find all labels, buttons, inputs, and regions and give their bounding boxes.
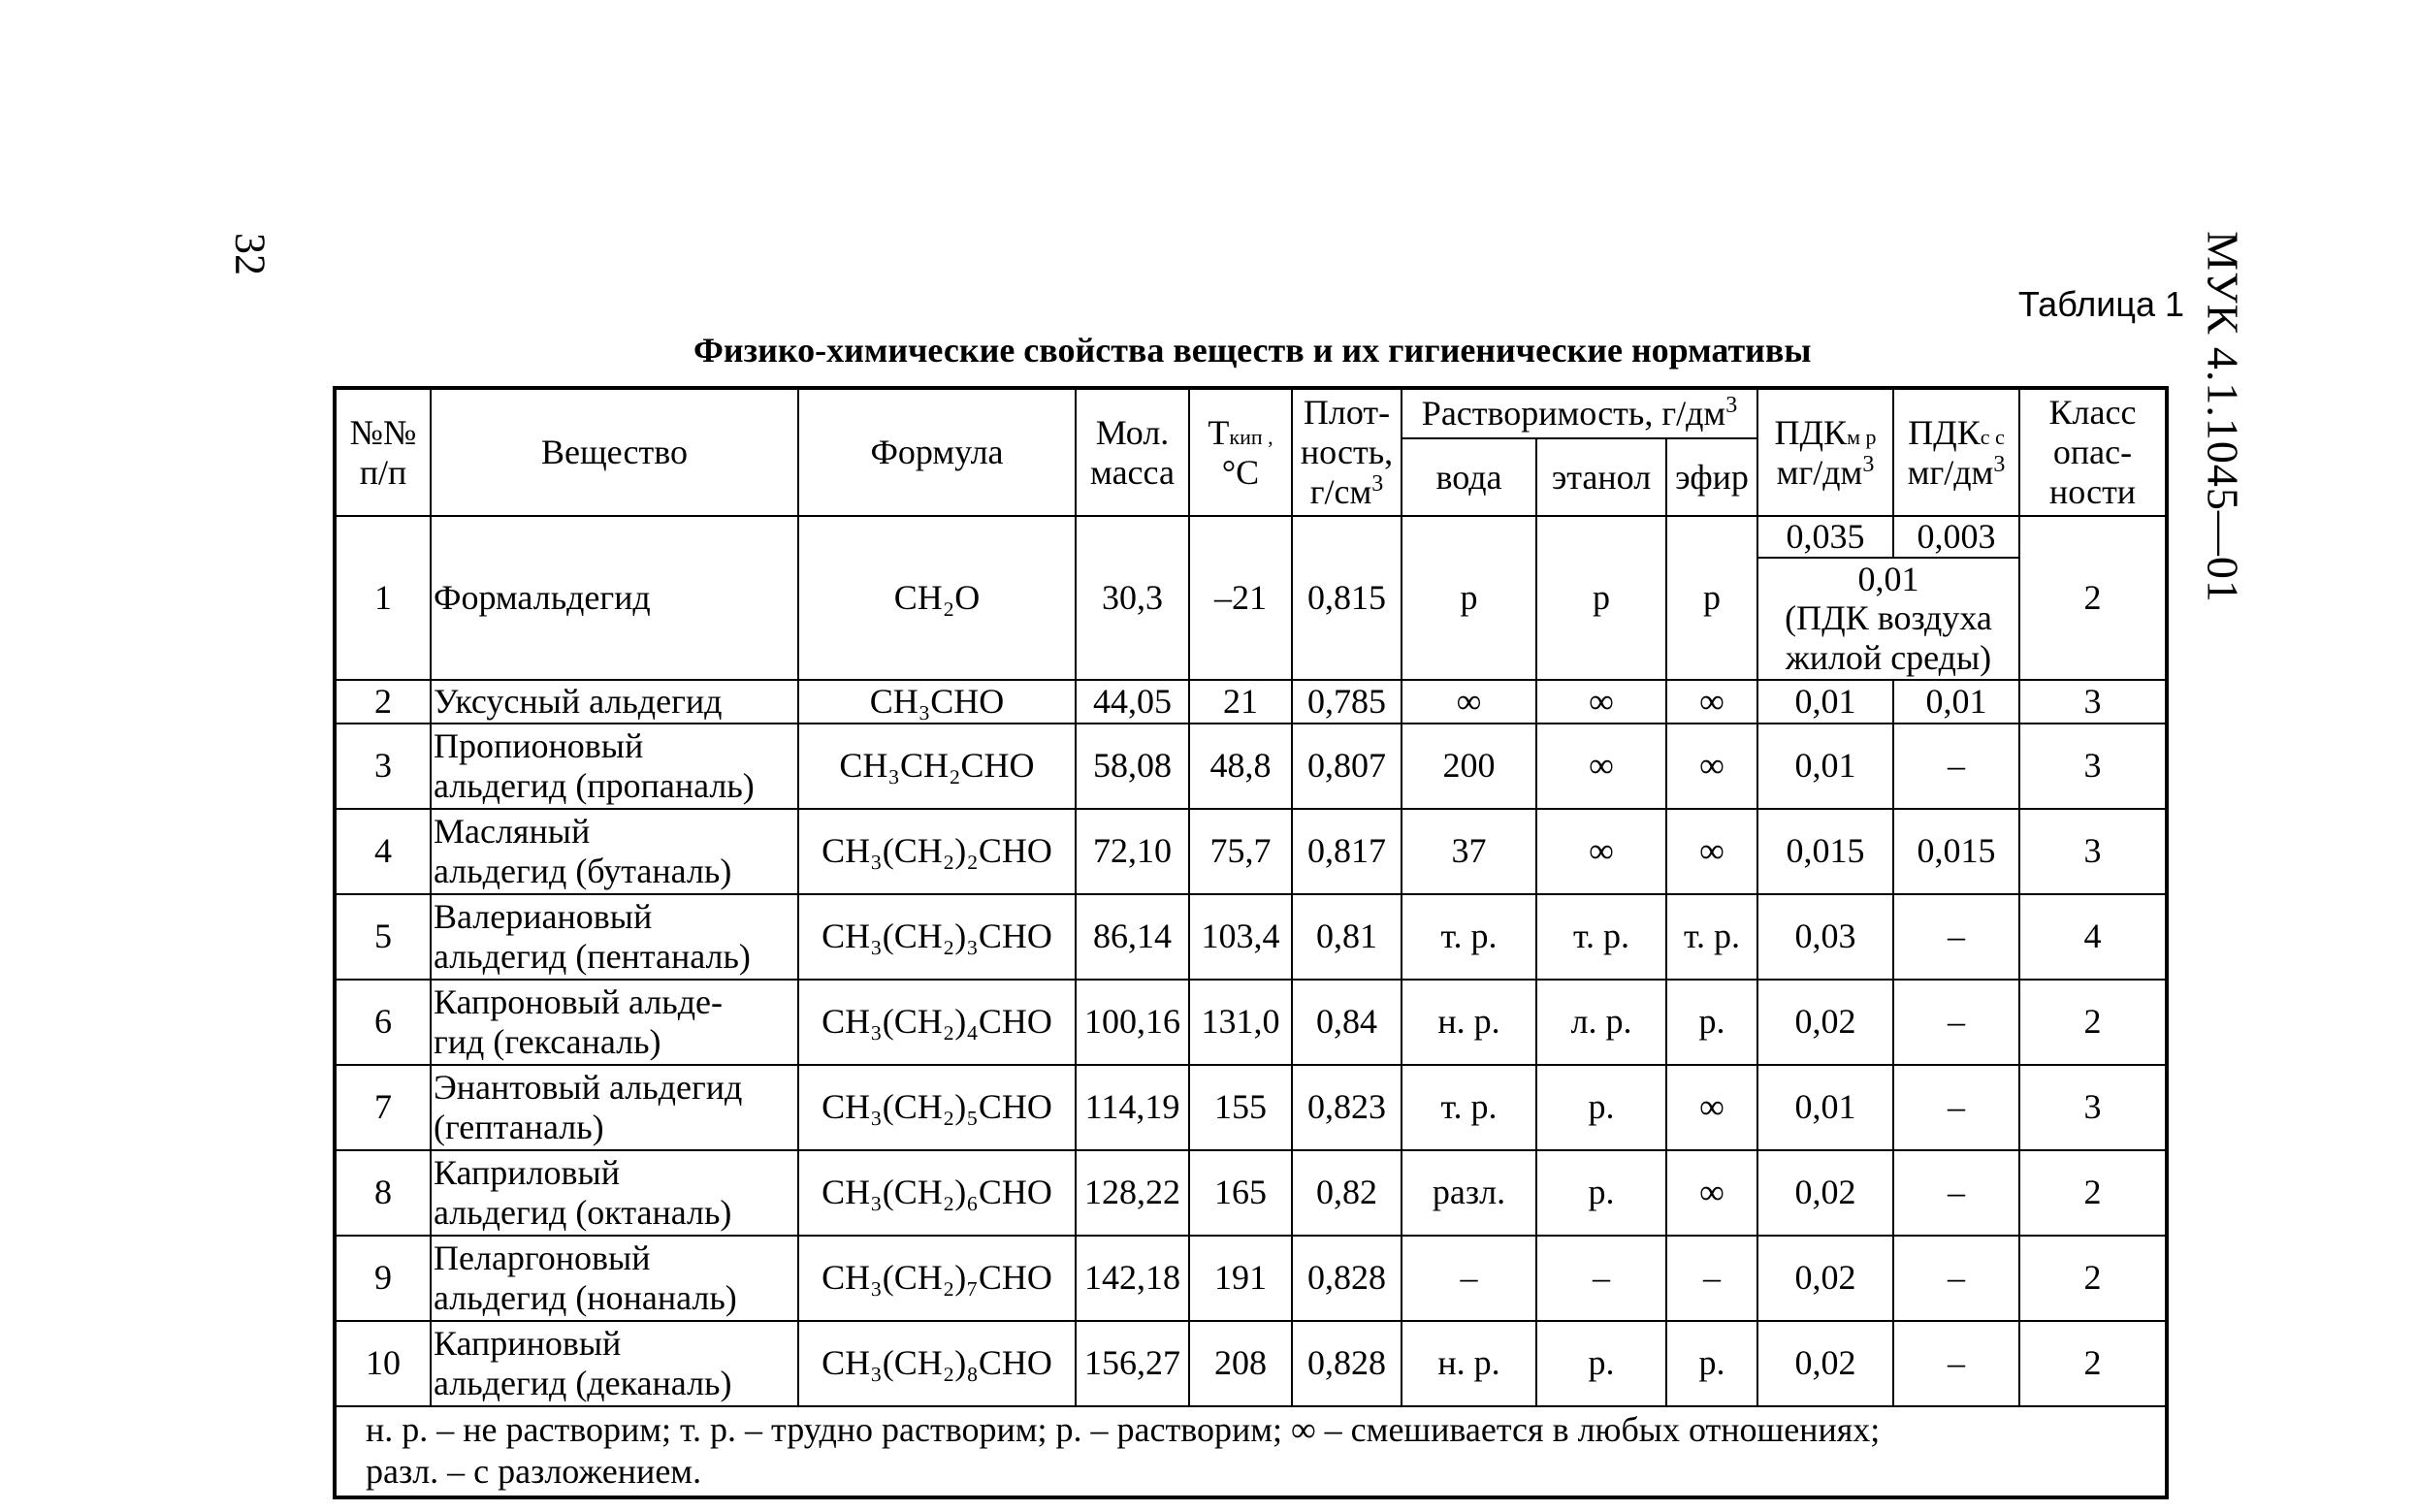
cell-ether: р.	[1666, 1321, 1757, 1406]
cell-ethanol: ∞	[1536, 809, 1666, 894]
cell-num: 7	[335, 1065, 431, 1150]
cell-pdk-mr: 0,01	[1757, 680, 1893, 724]
substance-name: Энантовый альдегид (гептаналь)	[431, 1065, 798, 1150]
substance-name: Каприловый альдегид (октаналь)	[431, 1150, 798, 1236]
cell-pdk-mr: 0,01	[1757, 724, 1893, 809]
cell-pdk-ss: –	[1893, 980, 2019, 1065]
cell-molmass: 86,14	[1076, 894, 1189, 980]
cell-pdk-ss: –	[1893, 724, 2019, 809]
cell-molmass: 114,19	[1076, 1065, 1189, 1150]
footnote: н. р. – не растворим; т. р. – трудно растворим; р. – растворим; ∞ – смешивается в любых отношениях; разл. – с разложением.	[335, 1406, 2167, 1497]
cell-density: 0,785	[1292, 680, 1402, 724]
cell-pdk-mr: 0,02	[1757, 1236, 1893, 1321]
cell-density: 0,828	[1292, 1321, 1402, 1406]
cell-molmass: 156,27	[1076, 1321, 1189, 1406]
cell-density: 0,82	[1292, 1150, 1402, 1236]
cell-ethanol: ∞	[1536, 724, 1666, 809]
cell-formula: CH₃(CH₂)₄CHO	[798, 980, 1076, 1065]
cell-formula: CH₃(CH₂)₅CHO	[798, 1065, 1076, 1150]
cell-ethanol: л. р.	[1536, 980, 1666, 1065]
table-row	[335, 1150, 2167, 1236]
header-class: Класс опас- ности	[2019, 388, 2167, 516]
table-row	[335, 809, 2167, 894]
page-number: 32	[226, 233, 274, 275]
cell-pdk-ss: –	[1893, 1236, 2019, 1321]
cell-density: 0,84	[1292, 980, 1402, 1065]
cell-tboil: 155	[1189, 1065, 1292, 1150]
cell-pdk-ss: –	[1893, 1150, 2019, 1236]
header-density: Плот- ность, $г/см^3$	[1292, 388, 1402, 516]
cell-molmass: 142,18	[1076, 1236, 1189, 1321]
cell-class: 2	[2019, 1150, 2167, 1236]
cell-tboil: 75,7	[1189, 809, 1292, 894]
cell-formula: CH₃(CH₂)₃CHO	[798, 894, 1076, 980]
header-substance: Вещество	[431, 388, 798, 516]
cell-pdk-ss: –	[1893, 894, 2019, 980]
cell-molmass: 72,10	[1076, 809, 1189, 894]
header-water: вода	[1402, 438, 1536, 516]
substance-name: Уксусный альдегид	[431, 680, 798, 724]
cell-tboil: 191	[1189, 1236, 1292, 1321]
cell-class: 2	[2019, 980, 2167, 1065]
cell-tboil: 103,4	[1189, 894, 1292, 980]
cell-formula: CH₃(CH₂)₈CHO	[798, 1321, 1076, 1406]
cell-pdk-ss: 0,015	[1893, 809, 2019, 894]
table-row	[335, 1321, 2167, 1406]
cell-ethanol: р.	[1536, 1150, 1666, 1236]
table-row	[335, 980, 2167, 1065]
cell-class: 3	[2019, 680, 2167, 724]
cell-num: 9	[335, 1236, 431, 1321]
cell-pdk-ss: –	[1893, 1065, 2019, 1150]
cell-class: 3	[2019, 724, 2167, 809]
cell-density: 0,817	[1292, 809, 1402, 894]
cell-water: –	[1402, 1236, 1536, 1321]
cell-density: 0,81	[1292, 894, 1402, 980]
cell-ethanol: р.	[1536, 1321, 1666, 1406]
header-num: №№ п/п	[335, 388, 431, 516]
header-ether: эфир	[1666, 438, 1757, 516]
cell-ether: ∞	[1666, 680, 1757, 724]
cell-num: 10	[335, 1321, 431, 1406]
cell-ether: ∞	[1666, 1065, 1757, 1150]
cell-ether: ∞	[1666, 809, 1757, 894]
header-tboil: Tкип , °С	[1189, 388, 1292, 516]
cell-ether: ∞	[1666, 1150, 1757, 1236]
cell-density: 0,823	[1292, 1065, 1402, 1150]
header-formula: Формула	[798, 388, 1076, 516]
cell-molmass: 58,08	[1076, 724, 1189, 809]
cell-molmass: 128,22	[1076, 1150, 1189, 1236]
cell-pdk-mr: 0,01	[1757, 1065, 1893, 1150]
substance-name: Валериановый альдегид (пентаналь)	[431, 894, 798, 980]
table-row	[335, 1065, 2167, 1150]
cell-ether: –	[1666, 1236, 1757, 1321]
cell-water: ∞	[1402, 680, 1536, 724]
cell-num: 8	[335, 1150, 431, 1236]
substance-name: Каприновый альдегид (деканаль)	[431, 1321, 798, 1406]
cell-class: 4	[2019, 894, 2167, 980]
header-molmass: Мол. масса	[1076, 388, 1189, 516]
cell-water: т. р.	[1402, 1065, 1536, 1150]
document-code: МУК 4.1.1045—01	[2198, 231, 2248, 603]
cell-pdk-mr: 0,02	[1757, 1150, 1893, 1236]
header-pdk-ss: ПДКс с $мг/дм^3$	[1893, 388, 2019, 516]
table-row: 1 Формальдегид CH₂O 30,3 –21 0,815 р р р 0,035 0,003 2	[335, 516, 2167, 558]
cell-tboil: 21	[1189, 680, 1292, 724]
cell-formula: CH₃CH₂CHO	[798, 724, 1076, 809]
cell-ethanol: т. р.	[1536, 894, 1666, 980]
cell-ethanol: –	[1536, 1236, 1666, 1321]
cell-density: 0,807	[1292, 724, 1402, 809]
cell-pdk-mr: 0,02	[1757, 1321, 1893, 1406]
cell-ether: т. р.	[1666, 894, 1757, 980]
cell-pdk-mr: 0,02	[1757, 980, 1893, 1065]
cell-molmass: 44,05	[1076, 680, 1189, 724]
cell-water: н. р.	[1402, 980, 1536, 1065]
header-row	[335, 388, 2167, 438]
cell-molmass: 100,16	[1076, 980, 1189, 1065]
substance-name: Пропионовый альдегид (пропаналь)	[431, 724, 798, 809]
cell-ethanol: р.	[1536, 1065, 1666, 1150]
header-pdk-mr: ПДКм р $мг/дм^3$	[1757, 388, 1893, 516]
cell-formula: CH₃CHO	[798, 680, 1076, 724]
pdk-air-note: 0,01 (ПДК воздуха жилой среды)	[1757, 558, 2019, 680]
table-caption: Физико-химические свойства веществ и их гигиенические нормативы	[693, 331, 1812, 370]
cell-num: 2	[335, 680, 431, 724]
rows-body	[335, 680, 2167, 1406]
table-row	[335, 724, 2167, 809]
substance-name: Пеларгоновый альдегид (нонаналь)	[431, 1236, 798, 1321]
cell-water: 37	[1402, 809, 1536, 894]
cell-water: т. р.	[1402, 894, 1536, 980]
properties-table	[333, 386, 2169, 1499]
cell-pdk-ss: –	[1893, 1321, 2019, 1406]
cell-num: 5	[335, 894, 431, 980]
footnote-row	[335, 1406, 2167, 1497]
cell-class: 2	[2019, 1321, 2167, 1406]
cell-ether: р.	[1666, 980, 1757, 1065]
header-ethanol: этанол	[1536, 438, 1666, 516]
cell-formula: CH₃(CH₂)₆CHO	[798, 1150, 1076, 1236]
cell-ethanol: ∞	[1536, 680, 1666, 724]
cell-pdk-mr: 0,03	[1757, 894, 1893, 980]
cell-class: 3	[2019, 809, 2167, 894]
table-row	[335, 680, 2167, 724]
cell-tboil: 165	[1189, 1150, 1292, 1236]
cell-num: 4	[335, 809, 431, 894]
cell-num: 6	[335, 980, 431, 1065]
cell-density: 0,828	[1292, 1236, 1402, 1321]
cell-num: 3	[335, 724, 431, 809]
cell-pdk-ss: 0,01	[1893, 680, 2019, 724]
cell-water: 200	[1402, 724, 1536, 809]
cell-pdk-mr: 0,015	[1757, 809, 1893, 894]
cell-class: 2	[2019, 1236, 2167, 1321]
cell-water: н. р.	[1402, 1321, 1536, 1406]
cell-formula: CH₃(CH₂)₂CHO	[798, 809, 1076, 894]
cell-tboil: 131,0	[1189, 980, 1292, 1065]
substance-name: Капроновый альде- гид (гексаналь)	[431, 980, 798, 1065]
cell-ether: ∞	[1666, 724, 1757, 809]
table-number: Таблица 1	[2017, 284, 2184, 324]
cell-formula: CH₃(CH₂)₇CHO	[798, 1236, 1076, 1321]
cell-tboil: 208	[1189, 1321, 1292, 1406]
table-row	[335, 1236, 2167, 1321]
substance-name: Масляный альдегид (бутаналь)	[431, 809, 798, 894]
header-solubility: Растворимость, $г/дм^3$	[1402, 388, 1757, 438]
cell-tboil: 48,8	[1189, 724, 1292, 809]
cell-water: разл.	[1402, 1150, 1536, 1236]
table-row	[335, 894, 2167, 980]
cell-class: 3	[2019, 1065, 2167, 1150]
